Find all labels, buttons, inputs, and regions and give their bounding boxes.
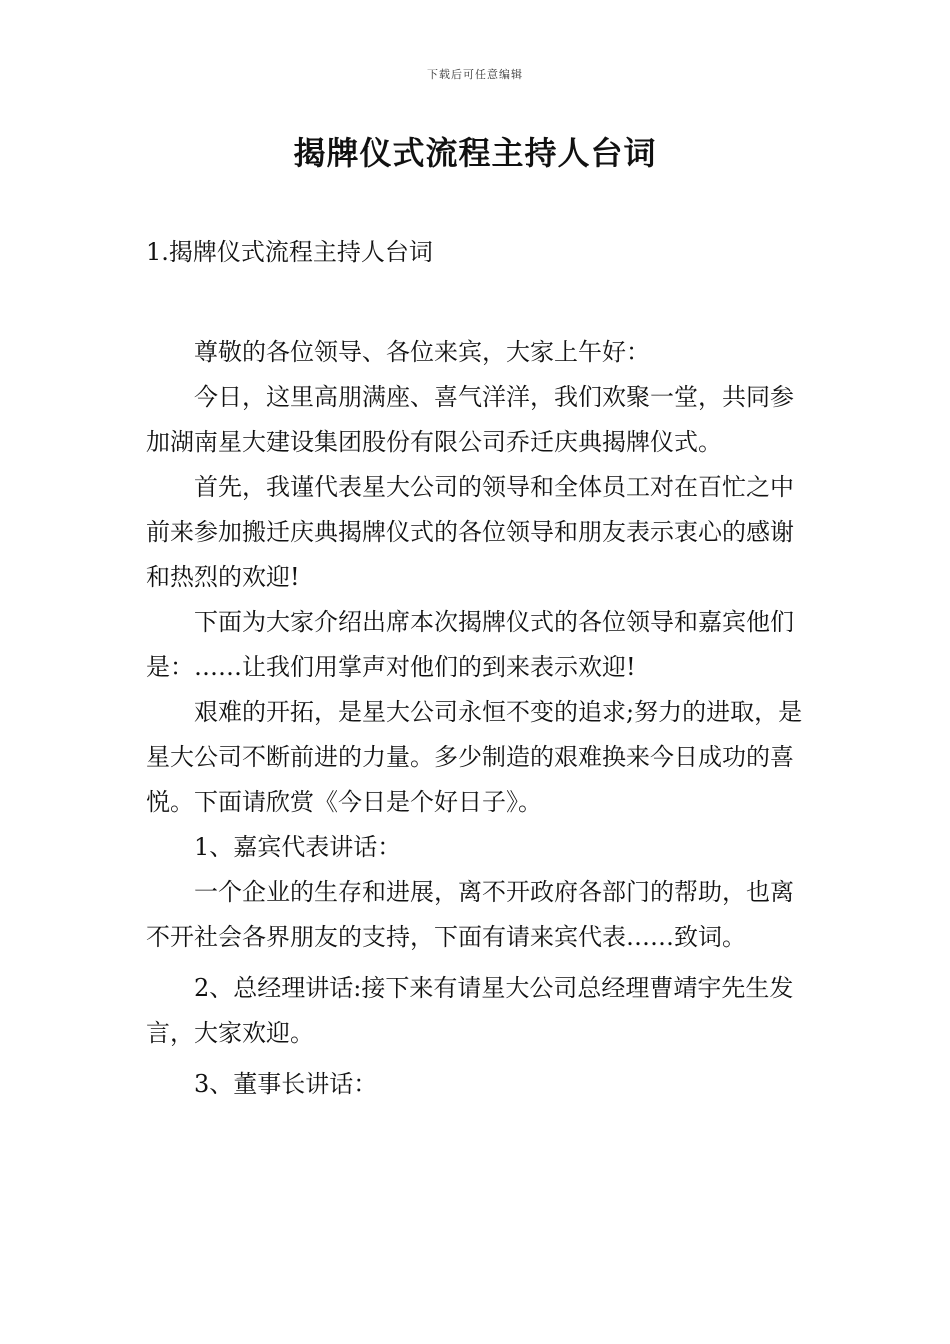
- paragraph-opening: 今日，这里高朋满座、喜气洋洋，我们欢聚一堂，共同参加湖南星大建设集团股份有限公司乔迁庆典揭牌仪式。: [146, 383, 794, 456]
- paragraph-greeting: 尊敬的各位领导、各位来宾，大家上午好：: [194, 338, 650, 366]
- paragraph-guest-intro: 一个企业的生存和进展，离不开政府各部门的帮助，也离不开社会各界朋友的支持，下面有请来宾代表……致词。: [146, 878, 794, 951]
- paragraph-gm-speech: 2、总经理讲话:接下来有请星大公司总经理曹靖宇先生发言，大家欢迎。: [146, 974, 794, 1047]
- paragraph-thanks: 首先，我谨代表星大公司的领导和全体员工对在百忙之中前来参加搬迁庆典揭牌仪式的各位领导和朋友表示衷心的感谢和热烈的欢迎!: [146, 473, 794, 591]
- document-title: 揭牌仪式流程主持人台词: [293, 134, 657, 172]
- paragraph-guests: 下面为大家介绍出席本次揭牌仪式的各位领导和嘉宾他们是：……让我们用掌声对他们的到来表示欢迎!: [146, 608, 794, 681]
- paragraph-guest-speech: 1、嘉宾代表讲话：: [194, 833, 402, 861]
- paragraph-chairman-speech: 3、董事长讲话：: [194, 1070, 378, 1098]
- section-heading: 1.揭牌仪式流程主持人台词: [146, 238, 433, 266]
- paragraph-performance: 艰难的开拓，是星大公司永恒不变的追求;努力的进取，是星大公司不断前进的力量。多少制造的艰难换来今日成功的喜悦。下面请欣赏《今日是个好日子》。: [146, 698, 803, 816]
- body-text: [146, 330, 816, 1107]
- header-note: 下载后可任意编辑: [427, 68, 523, 81]
